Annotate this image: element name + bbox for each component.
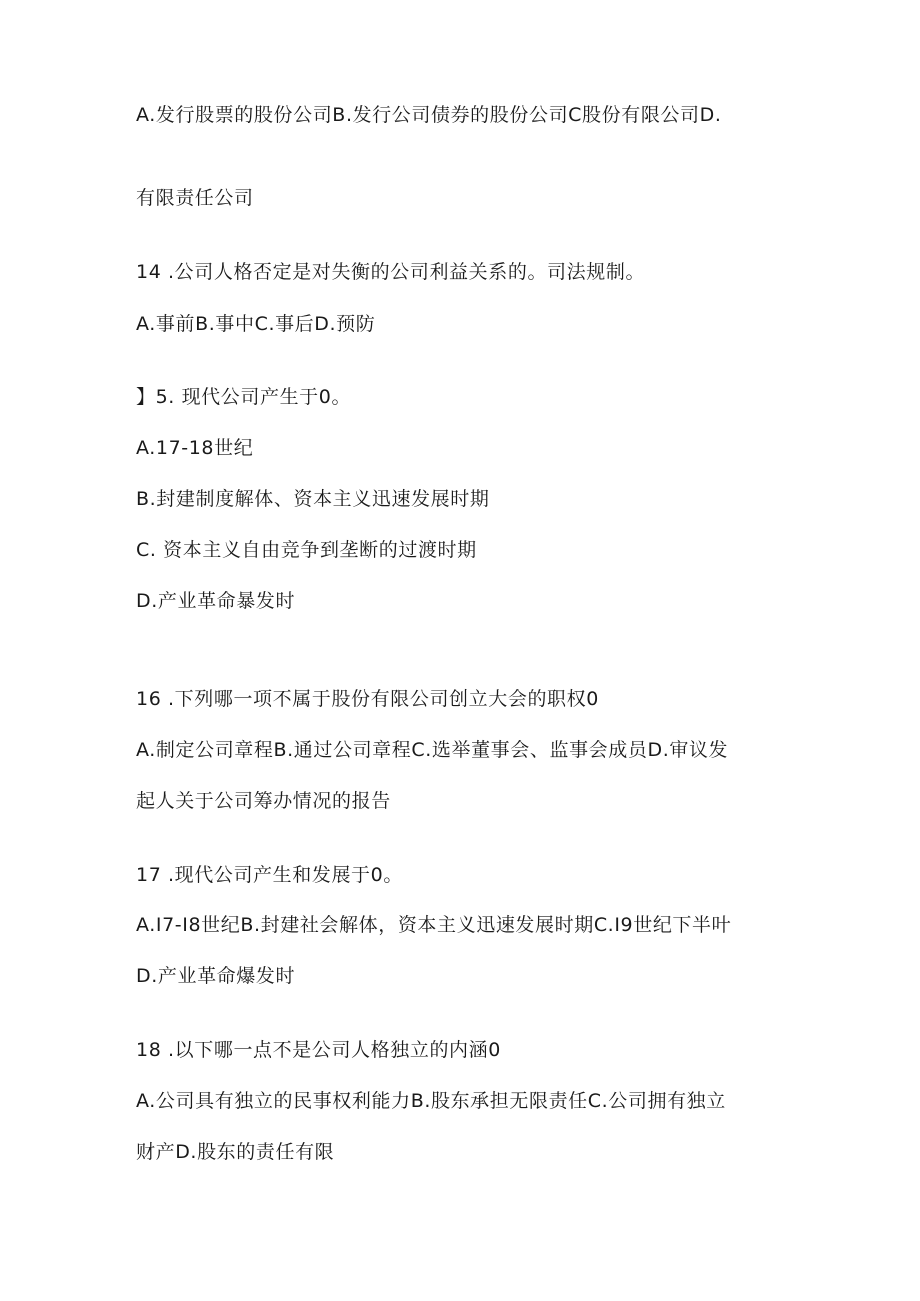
q18-options-line-2: 财产D.股东的责任有限 (136, 1141, 335, 1163)
q15-question: 】5. 现代公司产生于0。 (136, 386, 352, 408)
q17-question: 17 .现代公司产生和发展于0。 (136, 864, 403, 886)
q16-question: 16 .下列哪一项不属于股份有限公司创立大会的职权0 (136, 688, 599, 710)
q15-option-d: D.产业革命暴发时 (136, 590, 296, 612)
q17-options-line-2: D.产业革命爆发时 (136, 965, 296, 987)
q13-options-line-1: A.发行股票的股份公司B.发行公司债券的股份公司C股份有限公司D. (136, 104, 722, 126)
q17-options-line-1: A.I7-I8世纪B.封建社会解体，资本主义迅速发展时期C.I9世纪下半叶 (136, 914, 732, 936)
q14-options: A.事前B.事中C.事后D.预防 (136, 313, 376, 335)
q15-option-c: C. 资本主义自由竞争到垄断的过渡时期 (136, 539, 477, 561)
q15-option-a: A.17-18世纪 (136, 437, 254, 459)
q15-option-b: B.封建制度解体、资本主义迅速发展时期 (136, 488, 490, 510)
q14-question: 14 .公司人格否定是对失衡的公司利益关系的。司法规制。 (136, 261, 646, 283)
q18-options-line-1: A.公司具有独立的民事权利能力B.股东承担无限责任C.公司拥有独立 (136, 1090, 726, 1112)
q16-options-line-1: A.制定公司章程B.通过公司章程C.选举董事会、监事会成员D.审议发 (136, 739, 729, 761)
q13-options-line-2: 有限责任公司 (136, 187, 254, 209)
q16-options-line-2: 起人关于公司筹办情况的报告 (136, 790, 391, 812)
q18-question: 18 .以下哪一点不是公司人格独立的内涵0 (136, 1039, 501, 1061)
